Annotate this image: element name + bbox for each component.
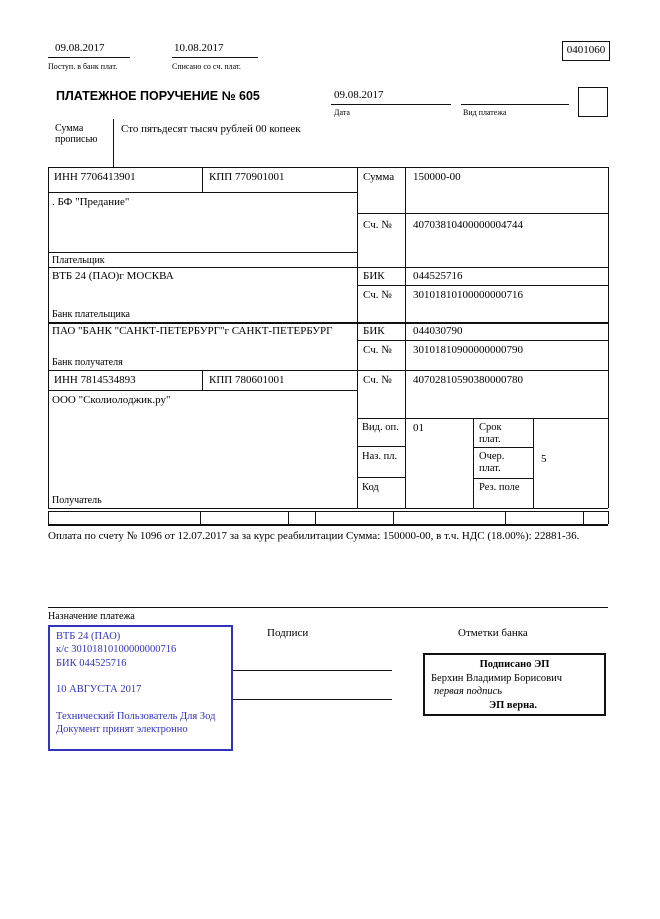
received-date-label: Поступ. в банк плат. xyxy=(48,62,118,71)
beneficiary-bank-name: ПАО "БАНК "САНКТ-ПЕТЕРБУРГ"г САНКТ-ПЕТЕРБУРГ xyxy=(52,325,333,337)
amount-cell-border xyxy=(357,213,608,214)
fields-row-bottom xyxy=(48,524,608,526)
bank-marks-caption: Отметки банка xyxy=(458,627,528,639)
debited-date: 10.08.2017 xyxy=(174,42,224,54)
payer-name: . БФ "Предание" xyxy=(52,196,130,208)
op-type-label: Вид. оп. xyxy=(362,422,399,433)
fields-row-divider xyxy=(608,511,609,524)
document-title: ПЛАТЕЖНОЕ ПОРУЧЕНИЕ № 605 xyxy=(56,89,260,103)
debited-date-label: Списано со сч. плат. xyxy=(172,62,241,71)
fields-row-top xyxy=(48,511,608,512)
inn-kpp-divider xyxy=(202,167,203,192)
section-divider xyxy=(357,167,358,508)
signature-line xyxy=(233,699,392,700)
payer-bank-account: 30101810100000000716 xyxy=(413,289,523,301)
purpose-code-label: Наз. пл. xyxy=(362,451,398,462)
stamp-date: 10 АВГУСТА 2017 xyxy=(56,684,142,696)
reserve-label: Рез. поле xyxy=(479,482,520,493)
fields-row-divider xyxy=(583,511,584,524)
document-date: 09.08.2017 xyxy=(334,89,384,101)
amount-value: 150000-00 xyxy=(413,171,461,183)
form-code-box: 0401060 xyxy=(562,41,610,61)
inn-row-border xyxy=(48,192,357,193)
payment-type-underline xyxy=(461,104,569,105)
table-border-top xyxy=(48,167,608,168)
beneficiary-bank-bik-border xyxy=(357,340,608,341)
priority-value: 5 xyxy=(541,453,547,465)
payer-bank-account-label: Сч. № xyxy=(363,289,392,301)
subtable-row-border xyxy=(473,478,533,479)
stamp-note: Документ принят электронно xyxy=(56,724,188,736)
stamp-corr-account: к/с 30101810100000000716 xyxy=(56,644,177,656)
payer-section-border xyxy=(48,267,608,268)
table-border-right xyxy=(608,167,609,508)
subtable-row-border xyxy=(473,447,533,448)
beneficiary-bank-bik-label: БИК xyxy=(363,325,385,337)
payer-bank-section-border xyxy=(48,322,608,324)
date-label: Дата xyxy=(334,108,350,117)
beneficiary-account-label: Сч. № xyxy=(363,374,392,386)
table-border-left xyxy=(48,167,49,508)
priority-label: Очер. плат. xyxy=(479,451,505,474)
payer-name-border xyxy=(48,252,357,253)
stamp-spacer xyxy=(56,670,225,683)
code-label: Код xyxy=(362,482,379,493)
payer-inn: ИНН 7706413901 xyxy=(54,171,136,183)
amount-words-value: Сто пятьдесят тысяч рублей 00 копеек xyxy=(121,123,301,135)
beneficiary-inn: ИНН 7814534893 xyxy=(54,374,136,386)
purpose-border xyxy=(48,607,608,608)
stamp-spacer xyxy=(56,697,225,710)
subtable-divider xyxy=(473,418,474,508)
purpose-caption: Назначение платежа xyxy=(48,611,135,622)
term-label: Срок плат. xyxy=(479,422,502,445)
beneficiary-bank-account-label: Сч. № xyxy=(363,344,392,356)
payer-caption: Плательщик xyxy=(52,255,105,266)
received-date-underline xyxy=(48,57,130,58)
stamp-user: Технический Пользователь Для Зод xyxy=(56,710,216,722)
payer-bank-bik-border xyxy=(357,285,608,286)
beneficiary-caption: Получатель xyxy=(52,495,102,506)
payer-account: 40703810400000004744 xyxy=(413,219,523,231)
fields-row-divider xyxy=(48,511,49,524)
fields-row-divider xyxy=(315,511,316,524)
amount-label: Сумма xyxy=(363,171,395,183)
stamp-signature-note: первая подпись xyxy=(434,686,503,697)
inn2-row-border xyxy=(48,390,357,391)
payer-kpp: КПП 770901001 xyxy=(209,171,285,183)
table-border-bottom xyxy=(48,508,608,509)
signature-verification-stamp xyxy=(423,653,606,716)
fields-row-divider xyxy=(393,511,394,524)
subtable-top-border xyxy=(357,418,608,419)
status-box xyxy=(578,87,608,117)
subtable-row-border xyxy=(357,446,405,447)
beneficiary-bank-section-border xyxy=(48,370,608,371)
beneficiary-bank-caption: Банк получателя xyxy=(52,357,123,368)
fields-row-divider xyxy=(505,511,506,524)
op-type-value: 01 xyxy=(413,422,424,434)
amount-words-divider xyxy=(113,119,114,167)
debited-date-underline xyxy=(172,57,258,58)
stamp-signer: Берхин Владимир Борисович xyxy=(431,672,562,684)
payer-bank-bik: 044525716 xyxy=(413,270,463,282)
beneficiary-kpp: КПП 780601001 xyxy=(209,374,285,386)
payer-bank-caption: Банк плательщика xyxy=(52,309,130,320)
beneficiary-account: 40702810590380000780 xyxy=(413,374,523,386)
amount-words-label: Сумма прописью xyxy=(55,123,98,145)
stamp-bank-name: ВТБ 24 (ПАО) xyxy=(56,631,121,642)
payer-bank-name: ВТБ 24 (ПАО)г МОСКВА xyxy=(52,270,174,282)
payer-bank-bik-label: БИК xyxy=(363,270,385,282)
signatures-caption: Подписи xyxy=(267,627,309,639)
beneficiary-bank-bik: 044030790 xyxy=(413,325,463,337)
bank-electronic-stamp xyxy=(48,625,233,751)
signature-line xyxy=(233,670,392,671)
payer-account-label: Сч. № xyxy=(363,219,392,231)
received-date: 09.08.2017 xyxy=(55,42,105,54)
stamp-bik: БИК 044525716 xyxy=(56,657,127,669)
payment-type-label: Вид платежа xyxy=(463,108,507,117)
stamp-verified: ЭП верна. xyxy=(489,699,538,711)
subtable-row-border xyxy=(357,477,405,478)
date-underline xyxy=(331,104,451,105)
purpose-text: Оплата по счету № 1096 от 12.07.2017 за за курс реабилитации Сумма: 150000-00, в т.ч. НДС (18.00%): 22881-36. xyxy=(48,530,580,542)
subtable-divider xyxy=(533,418,534,508)
fields-row-divider xyxy=(200,511,201,524)
beneficiary-bank-account: 30101810900000000790 xyxy=(413,344,523,356)
fields-row-divider xyxy=(288,511,289,524)
label-value-divider xyxy=(405,167,406,508)
inn2-kpp-divider xyxy=(202,370,203,390)
stamp-title: Подписано ЭП xyxy=(479,659,550,670)
beneficiary-name: ООО "Сколиолоджик.ру" xyxy=(52,394,171,406)
